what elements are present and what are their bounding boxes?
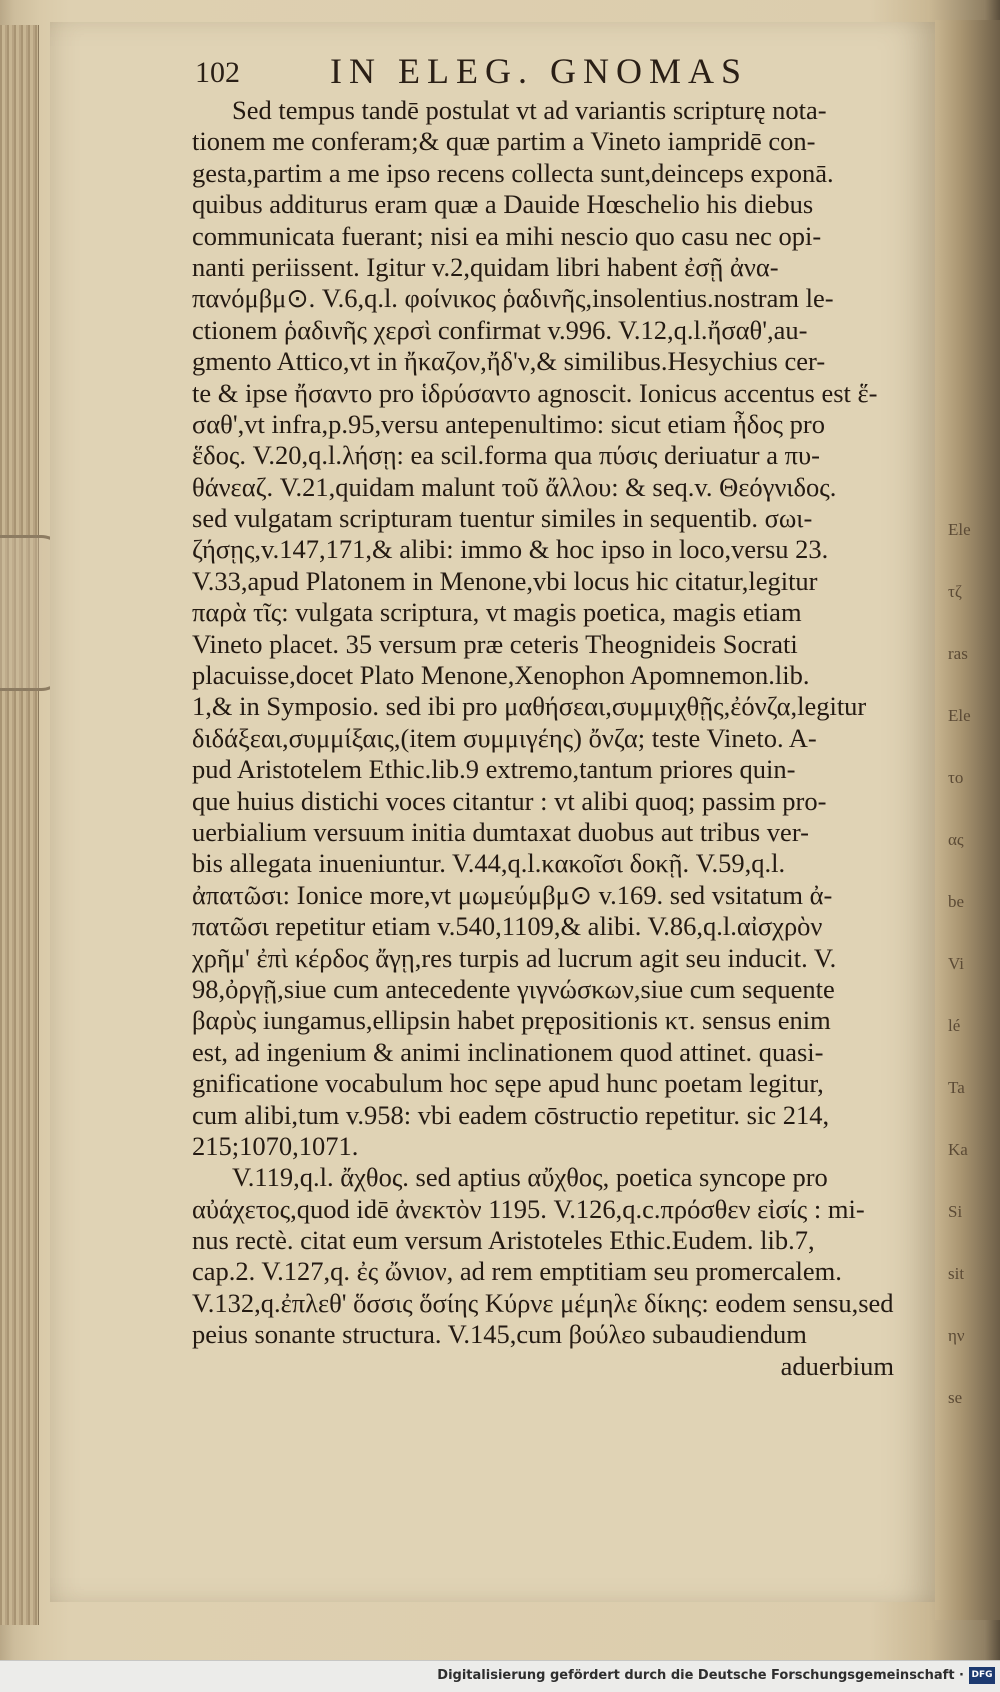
facing-page-fragment: be	[948, 892, 965, 911]
facing-page-fragment: Ele	[948, 706, 971, 725]
text-line: te & ipse ἤσαντο pro ἱδρύσαντο agnoscit. Ionicus accentus est ἕ-	[192, 377, 878, 408]
page-header	[195, 50, 895, 96]
text-line: que huius distichi voces citantur : vt alibi quoq; passim pro-	[192, 785, 827, 816]
dfg-logo: DFG	[969, 1667, 995, 1684]
facing-page-fragment: se	[948, 1388, 963, 1407]
text-line: quibus additurus eram quæ a Dauide Hœschelio his diebus	[192, 189, 814, 220]
facing-page-fragment: Si	[948, 1202, 963, 1221]
left-page-edges	[0, 25, 39, 1625]
text-line: nanti periissent. Igitur v.2,quidam libri habent ἐσῇ ἀνα-	[192, 251, 779, 282]
text-line: θάνεαζ. V.21,quidam malunt τοῦ ἄλλου: & seq.v. Θεόγνιδος.	[192, 471, 837, 502]
text-line: uerbialium versuum initia dumtaxat duobus aut tribus ver-	[192, 816, 809, 847]
text-line: χρῆμ' ἐπὶ κέρδος ἄγῃ,res turpis ad lucrum agit seu inducit. V.	[192, 942, 837, 973]
text-line: communicata fuerant; nisi ea mihi nescio quo casu nec opi-	[192, 220, 822, 251]
text-line: cap.2. V.127,q. ἐς ὤνιον, ad rem emptitiam seu promercalem.	[192, 1256, 842, 1287]
text-line: αὐάχετος,quod idē ἀνεκτὸν 1195. V.126,q.c.πρόσθεν εἰσίς : mi-	[192, 1193, 865, 1224]
text-line: V.132,q.ἐπλεθ' ὅσσις ὅσίης Κύρνε μέμηλε δίκης: eodem sensu,sed	[192, 1287, 894, 1318]
text-line: gesta,partim a me ipso recens collecta sunt,deinceps exponā.	[192, 157, 834, 188]
text-line: cum alibi,tum v.958: vbi eadem cōstructio repetitur. sic 214,	[192, 1099, 830, 1130]
text-line: tionem me conferam;& quæ partim a Vineto iampridē con-	[192, 126, 816, 157]
text-line: σαθ',vt infra,p.95,versu antepenultimo: sicut etiam ἦδος pro	[192, 408, 825, 439]
text-line: πανόμβμ⊙. V.6,q.l. φοίνικος ῥαδινῆς,insolentius.nostram le-	[192, 283, 834, 314]
text-line: 98,ὀργῇ,siue cum antecedente γιγνώσκων,siue cum sequente	[192, 973, 835, 1004]
text-line: bis allegata inueniuntur. V.44,q.l.κακοῖσι δοκῇ. V.59,q.l.	[192, 848, 786, 879]
text-line: est, ad ingenium & animi inclinationem quod attinet. quasi-	[192, 1036, 824, 1067]
text-line: V.119,q.l. ἄχθος. sed aptius αὔχθος, poetica syncope pro	[232, 1162, 828, 1193]
text-line: Vineto placet. 35 versum præ ceteris Theognideis Socrati	[192, 628, 798, 659]
text-line: ἀπατῶσι: Ionice more,vt μωμεύμβμ⊙ v.169. sed vsitatum ἀ-	[192, 879, 833, 910]
facing-page-fragment: ην	[948, 1326, 965, 1345]
facing-page-fragment: τζ	[948, 582, 962, 601]
text-line: aduerbium	[780, 1350, 894, 1381]
facing-page-edge	[935, 20, 1000, 1620]
dfg-credit: Digitalisierung gefördert durch die Deutsche Forschungsgemeinschaft ·	[437, 1668, 964, 1683]
text-line: pud Aristotelem Ethic.lib.9 extremo,tantum priores quin-	[192, 754, 796, 785]
text-line: 215;1070,1071.	[192, 1130, 359, 1161]
text-line: Sed tempus tandē postulat vt ad variantis scripturę nota-	[232, 95, 827, 125]
text-line: πατῶσι repetitur etiam v.540,1109,& alibi. V.86,q.l.αἰσχρὸν	[192, 911, 823, 942]
facing-page-fragment: sit	[948, 1264, 965, 1283]
text-line: ζήσῃς,v.147,171,& alibi: immo & hoc ipso in loco,versu 23.	[192, 534, 829, 565]
facing-page-fragment: το	[948, 768, 964, 787]
text-line: 1,& in Symposio. sed ibi pro μαθήσεαι,συμμιχθῇς,ἐόνζα,legitur	[192, 691, 867, 722]
text-line: διδάξεαι,συμμίξαις,(item συμμιγέης) ὄνζα; teste Vineto. A-	[192, 722, 817, 753]
facing-page-fragment: ας	[948, 830, 964, 849]
text-line: ctionem ῥαδινῆς χερσὶ confirmat v.996. V.12,q.l.ἤσαθ',au-	[192, 314, 808, 345]
facing-page-fragment: Ka	[948, 1140, 968, 1159]
facing-page-fragment: Ele	[948, 520, 971, 539]
text-line: gmento Attico,vt in ἤκαζον,ἤδ'ν,& similibus.Hesychius cer-	[192, 346, 826, 377]
text-line: sed vulgatam scripturam tuentur similes in sequentib. σωι-	[192, 503, 813, 534]
text-line: ἕδος. V.20,q.l.λήσῃ: ea scil.forma qua πύσις deriuatur a πυ-	[192, 440, 820, 471]
text-line: nus rectè. citat eum versum Aristoteles Ethic.Eudem. lib.7,	[192, 1225, 815, 1256]
text-line: gnificatione vocabulum hoc sępe apud hunc poetam legitur,	[192, 1068, 824, 1099]
text-line: placuisse,docet Plato Menone,Xenophon Apomnemon.lib.	[192, 660, 810, 691]
text-line: peius sonante structura. V.145,cum βούλεο subaudiendum	[192, 1319, 807, 1350]
page-number: 102	[195, 56, 240, 89]
facing-page-fragment: Vi	[948, 954, 964, 973]
text-line: βαρὺς iungamus,ellipsin habet prępositionis κτ. sensus enim	[192, 1005, 831, 1036]
facing-page-fragment: lé	[948, 1016, 961, 1035]
facing-page-fragment: ras	[948, 644, 968, 663]
body-text	[192, 95, 904, 1382]
text-line: V.33,apud Platonem in Menone,vbi locus hic citatur,legitur	[192, 565, 818, 596]
facing-page-fragment: Ta	[948, 1078, 965, 1097]
running-head: IN ELEG. GNOMAS	[330, 51, 748, 91]
text-line: παρὰ τῖς: vulgata scriptura, vt magis poetica, magis etiam	[192, 597, 802, 628]
digitization-footer	[0, 1660, 1000, 1692]
